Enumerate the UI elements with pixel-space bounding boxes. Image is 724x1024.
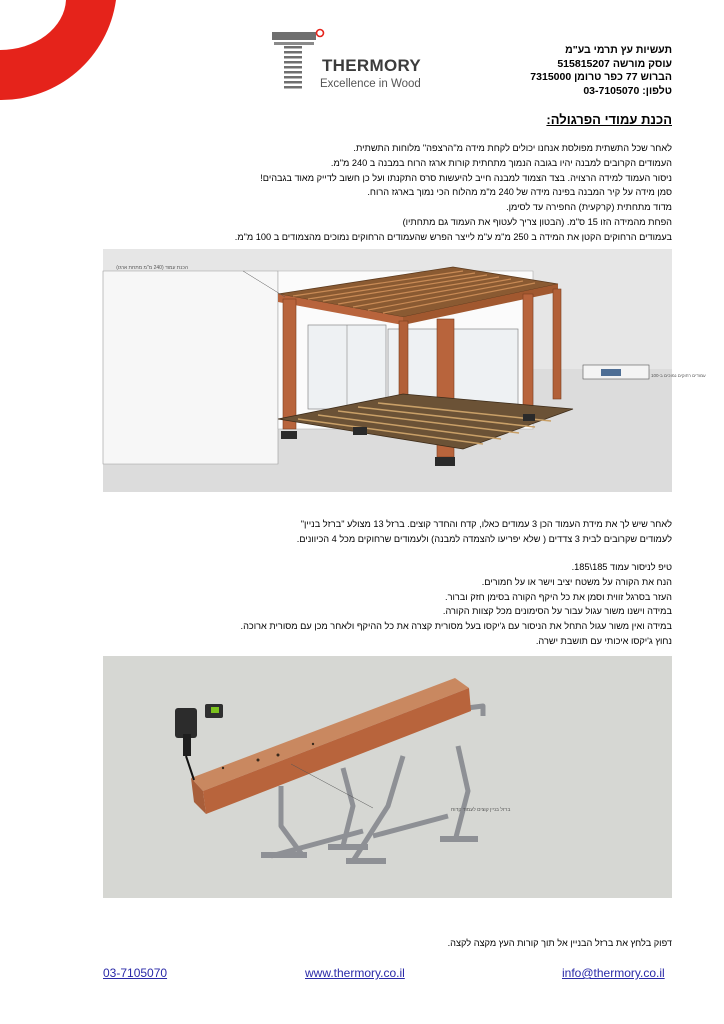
page-title: הכנת עמודי הפרגולה: [546, 112, 672, 127]
text-line: הפחת מהמידה הזו 15 ס"מ. (הבטון צריך לעטוף את העמוד גם מתחתיו) [402, 216, 672, 227]
footer-email-link[interactable]: info@thermory.co.il [562, 966, 665, 980]
text-line: במידה ואין משור עגול התחל את הניסור עם ג'יקסו בעל מסורית קצרה את כל ההיקף ולאחר מכן עם מסורית ארוכה. [240, 621, 672, 632]
after-paragraph [92, 517, 672, 547]
text-line: ניסור העמוד למידה הרצויה. בצד הצמוד למבנה חייב להיעשות סרס התקנתו ועל כן חשוב לדייק מאוד בגבהים! [260, 172, 672, 183]
text-line: מדוד מתחתית (קרקעית) החפירה עד לסימן. [506, 202, 672, 213]
text-line: העמודים הקרובים למבנה יהיו בגובה הנמוך מתחתית קורות ארגז הרוח במבנה ב 240 מ"מ. [330, 157, 672, 168]
figure1-callout-right: עמודים רחוקים נמוכים ב-100 [651, 373, 706, 378]
text-line: הנח את הקורה על משטח יציב וישר או על חמורים. [481, 576, 672, 587]
text-line: בעמודים הרחוקים הקטן את המידה ב 250 מ"מ ע"מ לייצר הפרש שהעמודים הרחוקים נמוכים מהצמודים ב 100 מ"מ. [234, 231, 672, 242]
text-line: לאחר שיש לך את מידת העמוד הכן 3 עמודים כאלו, קדח והחדר קוצים. ברזל 13 מצולע "ברזל בניין" [300, 519, 672, 529]
figure1-callout-top: הכנת עמוד (240 מ"מ מתחת ארגז) [116, 265, 188, 271]
text-line: סמן מידה על קיר המבנה בפינה מידה של 240 מ"מ מהלוח הכי נמוך בארגז הרוח. [367, 187, 672, 198]
text-line: לעמודים שקרובים לבית 3 צדדים ( שלא יפריעו להצמדה למבנה) ולעמודים שרחוקים מכל 4 הכיוונים. [296, 533, 672, 544]
company-license: עוסק מורשה 515815207 [557, 57, 672, 70]
pergola-render-image [103, 249, 706, 492]
text-line: לאחר שכל התשתית מפולסת אנחנו יכולים לקחת מידה מ"הרצפה" מלוחות התשתית. [353, 143, 672, 153]
company-name: תעשיות עץ תרמי בע"מ [565, 44, 672, 56]
logo-brand: THERMORY [322, 56, 422, 75]
closing-note: דפוק בלחץ את ברזל הבניין אל תוך קורות העץ מקצה לקצה. [447, 938, 672, 948]
company-address: הברוש 77 כפר טרומן 7315000 [530, 71, 672, 83]
text-line: נחוץ ג'יקסו איכותי עם תושבת ישרה. [535, 635, 672, 646]
beam-drilling-image [103, 656, 672, 898]
text-line: העזר בסרגל זווית וסמן את כל היקף הקורה בסימן חזק וברור. [445, 591, 672, 602]
text-line: במידה וישנו משור עגול עבור על הסימונים מכל קצוות הקורה. [442, 606, 672, 617]
company-phone: טלפון: 03-7105070 [583, 84, 672, 97]
figure2-callout: ברזל בניין קוצים לעמוד קדוח [451, 807, 511, 813]
company-info [422, 44, 672, 98]
tips-paragraph [92, 560, 672, 649]
corner-decoration [0, 0, 116, 100]
footer-website-link[interactable]: www.thermory.co.il [305, 966, 405, 980]
footer-phone-link[interactable]: 03-7105070 [103, 966, 168, 980]
logo-tagline: Excellence in Wood [320, 78, 421, 90]
text-line: טיפ לניסור עמוד 185\185. [571, 562, 672, 572]
intro-paragraph [92, 141, 672, 245]
